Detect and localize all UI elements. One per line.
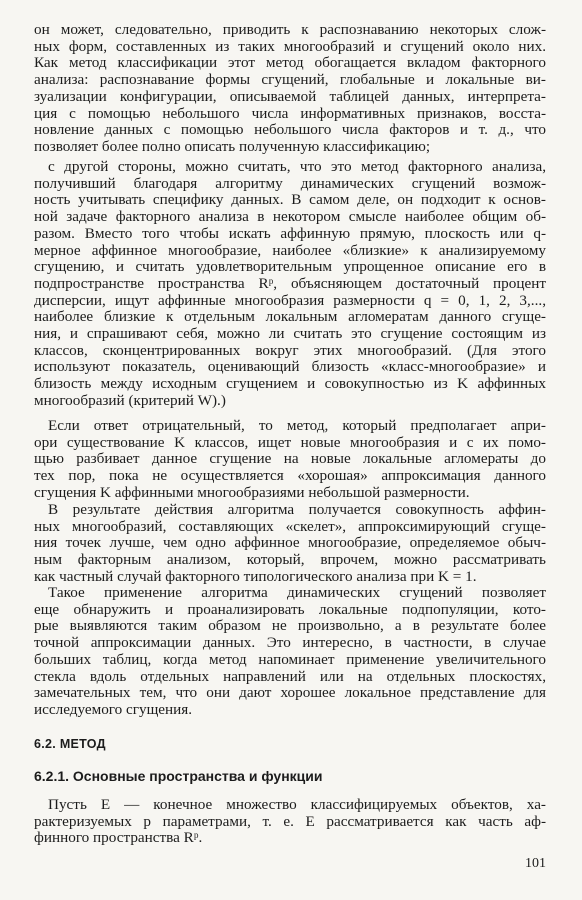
page-number: 101 xyxy=(525,856,546,871)
text-line: получивший благодаря алгоритму динамических сгущений возмож- xyxy=(34,174,546,192)
text-line: ния точек лучше, чем одно аффинное многообразие, определяемое обыч- xyxy=(34,534,546,552)
text-line: многообразий (критерий W).) xyxy=(34,391,226,409)
text-line: он может, следовательно, приводить к распознаванию некоторых слож- xyxy=(34,21,546,38)
paragraph-2 xyxy=(34,159,546,410)
text-line: ния, и спрашивают себя, можно ли считать это сгущение состоящим из xyxy=(34,325,546,343)
text-line: разом. Вместо того чтобы искать аффинную прямую, плоскость или q- xyxy=(34,224,546,242)
text-line: исследуемого сгущения. xyxy=(34,700,193,718)
text-line: анализа: распознавание формы сгущений, глобальные и локальные ви- xyxy=(34,71,546,89)
text-line: позволяет более полно описать полученную классификацию; xyxy=(34,137,431,155)
paragraph-4 xyxy=(34,502,546,586)
text-line: сгущению, и считать удовлетворительным упрощенное описание его в xyxy=(34,258,546,276)
section-heading: 6.2. МЕТОД xyxy=(34,737,106,751)
paragraph-6 xyxy=(34,797,546,847)
text-line: финного пространства Rᵖ. xyxy=(34,829,203,847)
text-line: Пусть E — конечное множество классифицируемых объектов, ха- xyxy=(48,796,546,813)
text-line: точной аппроксимации данных. Это интересно, в частности, в случае xyxy=(34,634,546,652)
text-line: новление данных с помощью небольшого числа факторов и т. д., что xyxy=(34,121,546,139)
text-line: ным факторным анализом, который, впрочем, можно рассматривать xyxy=(34,551,546,569)
text-line: сгущения K аффинными многообразиями небольшой размерности. xyxy=(34,483,470,501)
text-line: ори существование K классов, ищет новые многообразия и с их помо- xyxy=(34,433,546,451)
text-line: еще обнаружить и проанализировать локальные подпопуляции, кото- xyxy=(34,600,546,618)
text-line: Если ответ отрицательный, то метод, который предполагает апри- xyxy=(48,417,546,434)
text-line: В результате действия алгоритма получается совокупность аффин- xyxy=(48,501,546,518)
subsection-heading: 6.2.1. Основные пространства и функции xyxy=(34,768,323,784)
text-line: с другой стороны, можно считать, что это метод факторного анализа, xyxy=(48,158,546,175)
text-line: рактеризуемых p параметрами, т. е. E рассматривается как часть аф- xyxy=(34,812,546,830)
text-line: ных форм, составленных из таких многообразий и сгущений около них. xyxy=(34,37,546,55)
text-line: подпространстве пространства Rᵖ, объясняющем достаточный процент xyxy=(34,274,546,292)
text-line: близость между исходным сгущением и совокупностью из K аффинных xyxy=(34,375,546,393)
text-line: ность учитывать специфику данных. В самом деле, он подходит к основ- xyxy=(34,191,546,209)
text-line: замечательных тем, что они дают хорошее локальное представление для xyxy=(34,684,546,702)
text-line: классов, сконцентрированных вокруг этих многообразий. (Для этого xyxy=(34,341,546,359)
paragraph-3 xyxy=(34,418,546,502)
text-line: используют показатель, оценивающий близость «класс-многообразие» и xyxy=(34,358,546,376)
text-line: ной задаче факторного анализа в некотором смысле наиболее общим об- xyxy=(34,208,546,226)
text-line: дисперсии, ищут аффинные многообразия размерности q = 0, 1, 2, 3,..., xyxy=(34,291,546,309)
text-line: Как метод классификации этот метод обогащается вкладом факторного xyxy=(34,54,546,72)
text-line: тех пор, пока не осуществляется «хорошая» аппроксимация данного xyxy=(34,467,546,485)
text-line: щью разбивает данное сгущение на новые локальные агломераты до xyxy=(34,450,546,468)
paragraph-1 xyxy=(34,22,546,156)
text-line: ных многообразий, составляющих «скелет», аппроксимирующий сгуще- xyxy=(34,517,546,535)
text-line: зуализации конфигурации, описываемой таблицей данных, интерпрета- xyxy=(34,87,546,105)
text-line: ция с помощью небольшого числа информативных признаков, восста- xyxy=(34,104,546,122)
text-line: наиболее близкие к отдельным локальным агломератам данного сгуще- xyxy=(34,308,546,326)
text-line: как частный случай факторного типологического анализа при K = 1. xyxy=(34,567,477,585)
text-line: больших таблиц, когда метод напоминает применение увеличительного xyxy=(34,650,546,668)
text-line: рые выявляются таким образом не произвольно, а в результате более xyxy=(34,617,546,635)
paragraph-5 xyxy=(34,585,546,719)
text-line: мерное аффинное многообразие, наиболее «близкие» к анализируемому xyxy=(34,241,546,259)
text-line: Такое применение алгоритма динамических сгущений позволяет xyxy=(48,584,546,601)
text-line: стекла вдоль отдельных направлений или на отдельных плоскостях, xyxy=(34,667,546,685)
